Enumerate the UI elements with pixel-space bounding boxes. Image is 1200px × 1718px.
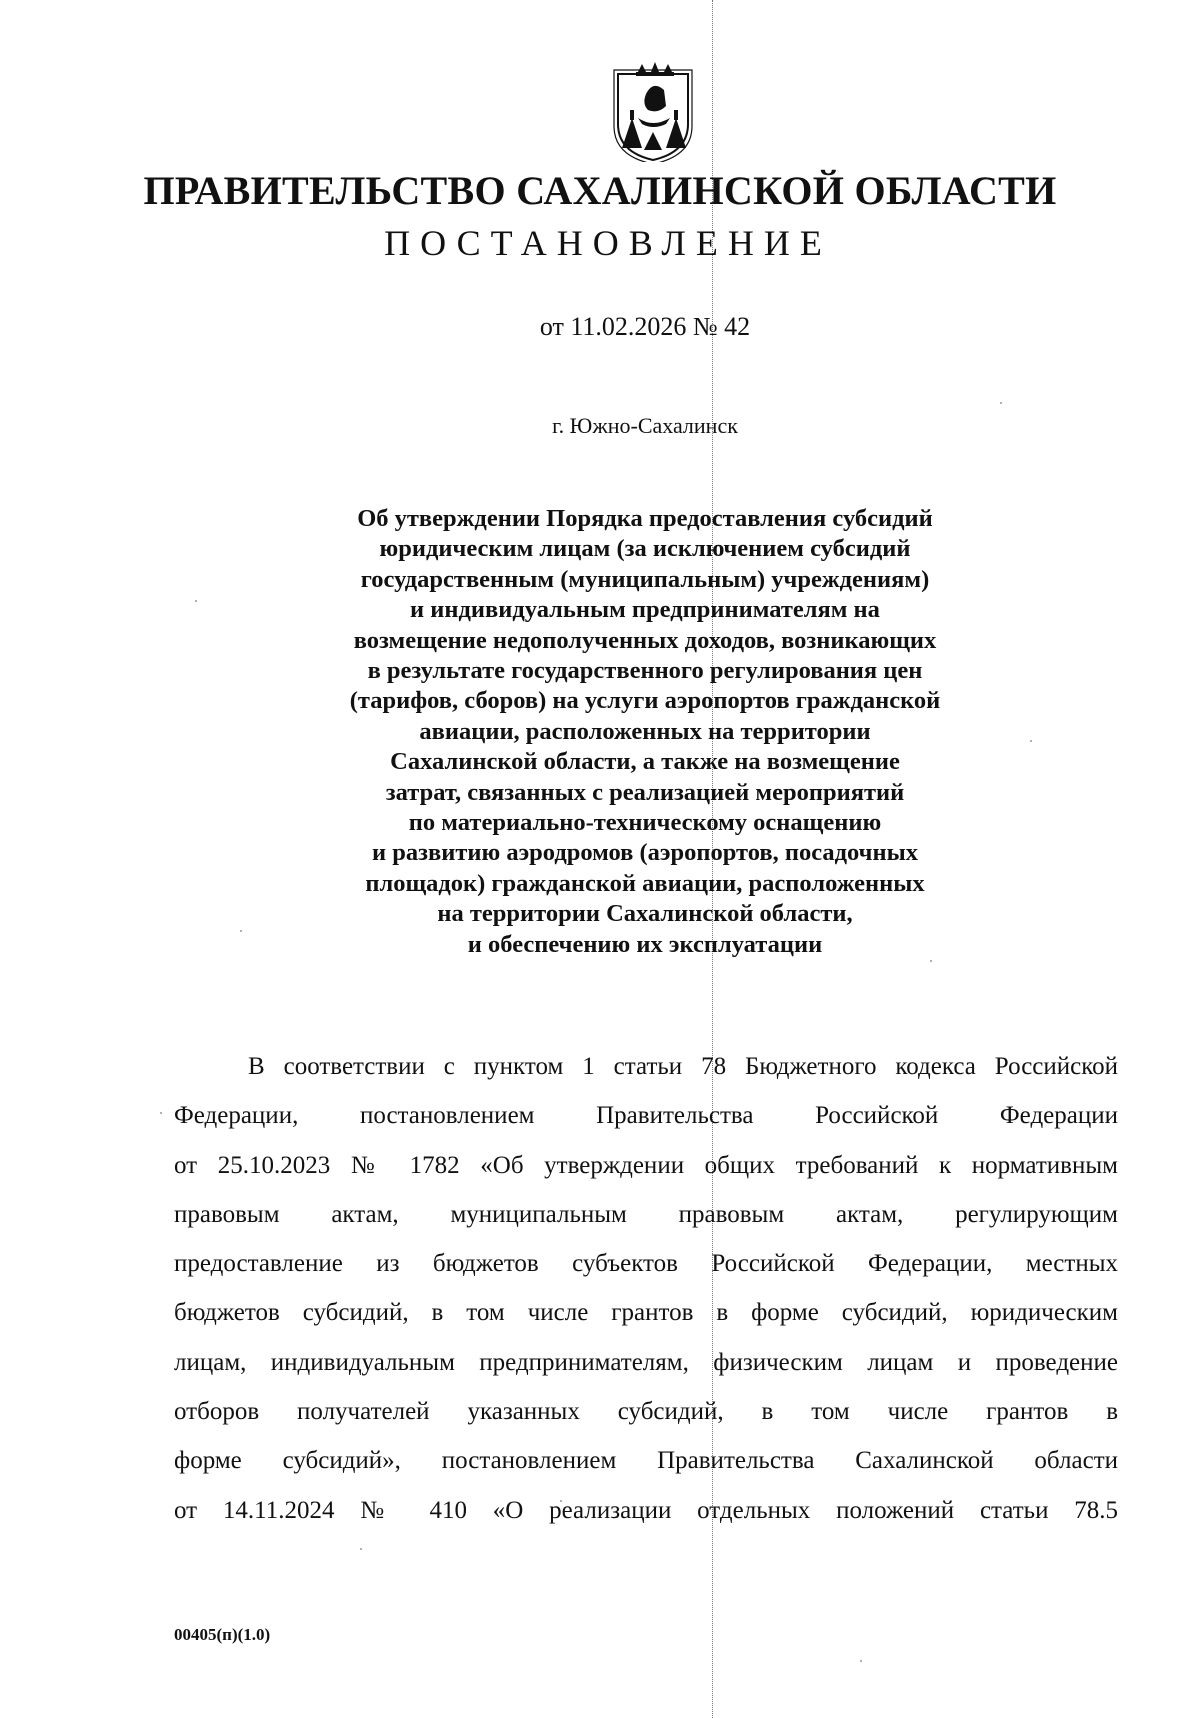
heading-line: по материально-техническому оснащению bbox=[408, 809, 882, 837]
heading-line: и обеспечению их эксплуатации bbox=[467, 930, 823, 958]
heading-line: государственным (муниципальным) учреждениям) bbox=[360, 565, 930, 593]
document-city: г. Южно-Сахалинск bbox=[552, 413, 738, 438]
document-heading bbox=[250, 504, 1040, 960]
heading-line: площадок) гражданской авиации, расположенных bbox=[365, 869, 925, 897]
document-body-paragraph bbox=[174, 1042, 1118, 1535]
heading-line: затрат, связанных с реализацией мероприятий bbox=[385, 778, 905, 806]
body-line: бюджетов субсидий, в том числе грантов в форме субсидий, юридическим bbox=[174, 1299, 1118, 1327]
document-type: ПОСТАНОВЛЕНИЕ bbox=[384, 223, 832, 263]
body-line: Федерации, постановлением Правительства Российской Федерации bbox=[174, 1102, 1118, 1130]
body-line: отборов получателей указанных субсидий, в том числе грантов в bbox=[174, 1398, 1118, 1426]
coat-of-arms-icon bbox=[608, 62, 698, 162]
body-line: лицам, индивидуальным предпринимателям, физическим лицам и проведение bbox=[174, 1348, 1118, 1376]
body-line: В соответствии с пунктом 1 статьи 78 Бюджетного кодекса Российской bbox=[248, 1053, 1118, 1080]
heading-line: возмещение недополученных доходов, возникающих bbox=[353, 626, 937, 654]
body-line: предоставление из бюджетов субъектов Российской Федерации, местных bbox=[174, 1250, 1118, 1278]
heading-line: и развитию аэродромов (аэропортов, посадочных bbox=[372, 839, 918, 867]
heading-line: Сахалинской области, а также на возмещение bbox=[390, 748, 900, 776]
body-line: от 14.11.2024 № 410 «О реализации отдельных положений статьи 78.5 bbox=[174, 1496, 1118, 1524]
document-date-number: от 11.02.2026 № 42 bbox=[539, 312, 751, 341]
heading-line: на территории Сахалинской области, bbox=[437, 900, 853, 928]
organization-title: ПРАВИТЕЛЬСТВО САХАЛИНСКОЙ ОБЛАСТИ bbox=[143, 168, 1057, 213]
heading-line: авиации, расположенных на территории bbox=[419, 717, 871, 745]
body-line: правовым актам, муниципальным правовым актам, регулирующим bbox=[174, 1200, 1118, 1228]
heading-line: и индивидуальным предпринимателям на bbox=[410, 596, 880, 624]
heading-line: Об утверждении Порядка предоставления субсидий bbox=[357, 505, 933, 532]
heading-line: юридическим лицам (за исключением субсидий bbox=[379, 535, 911, 563]
body-line: от 25.10.2023 № 1782 «Об утверждении общих требований к нормативным bbox=[174, 1151, 1118, 1179]
heading-line: (тарифов, сборов) на услуги аэропортов гражданской bbox=[349, 687, 941, 715]
body-line: форме субсидий», постановлением Правительства Сахалинской области bbox=[174, 1447, 1118, 1475]
heading-line: в результате государственного регулирования цен bbox=[367, 657, 923, 685]
form-code: 00405(п)(1.0) bbox=[174, 1625, 271, 1644]
